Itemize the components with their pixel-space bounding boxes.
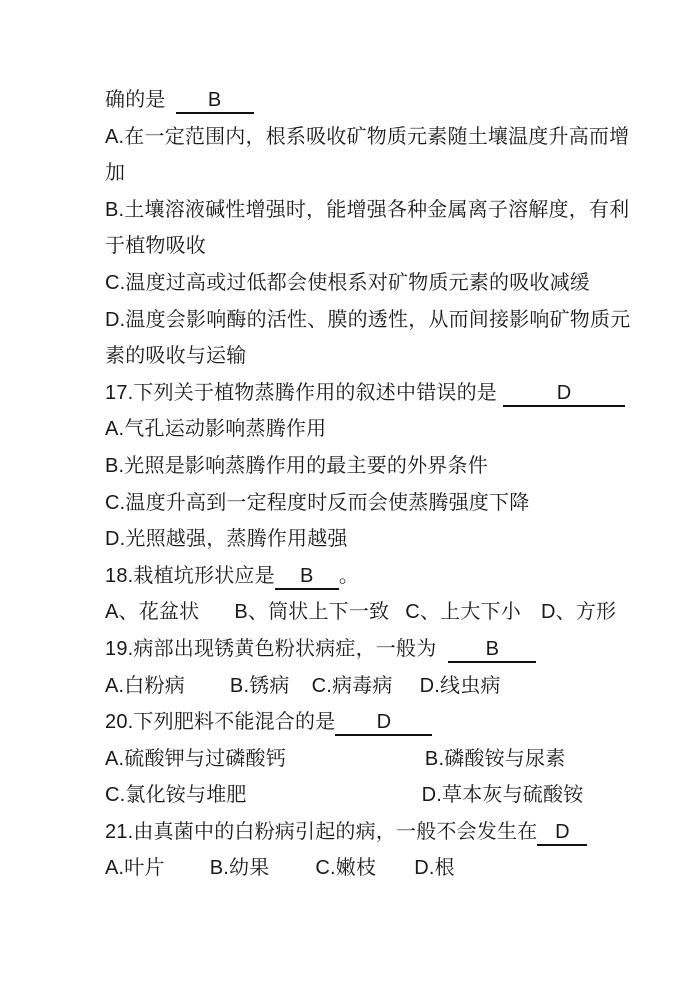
document-line [105,850,612,887]
document-line [105,777,612,814]
spacer [389,617,405,618]
line-text: 加 [105,162,126,185]
line-text: D.光照越强，蒸腾作用越强 [105,528,348,551]
document-line [105,814,612,851]
line-text: B.光照是影响蒸腾作用的最主要的外界条件 [105,454,488,477]
line-text: A.叶片 [105,857,165,880]
line-text: C.氯化铵与堆肥 [105,784,247,807]
document-line [105,411,612,448]
spacer [286,764,425,765]
document-line [105,594,617,631]
document-line [105,265,612,302]
line-text: 确的是 [105,89,166,111]
line-text: B.幼果 [209,857,270,880]
line-text: 20.下列肥料不能混合的是 [105,711,336,734]
answer-blank: B [275,564,339,590]
line-text: 。 [338,564,360,587]
document-line [105,485,612,522]
line-text: A.硫酸钾与过磷酸钙 [105,747,286,770]
line-text: D.根 [414,857,455,880]
document-line [105,448,612,485]
spacer [166,105,176,106]
line-text: B、筒状上下一致 [234,601,390,624]
answer-blank: B [176,88,254,114]
line-text: B.土壤溶液碱性增强时，能增强各种金属离子溶解度，有利 [105,198,630,221]
line-text: C、上大下小 [405,601,521,624]
spacer [436,654,448,655]
document-line [105,521,612,558]
spacer [185,691,230,692]
line-text: A.白粉病 [105,674,185,697]
line-text: C.温度过高或过低都会使根系对矿物质元素的吸收减缓 [105,271,590,294]
document-line [105,119,630,156]
document-line [105,302,631,339]
document-line [105,668,612,705]
line-text: C.温度升高到一定程度时反而会使蒸腾强度下降 [105,491,530,514]
line-text: D.草本灰与硫酸铵 [421,784,584,807]
line-text: 18.栽植坑形状应是 [105,564,275,587]
document-line [105,741,612,778]
document-line [105,704,612,741]
line-text: 21.由真菌中的白粉病引起的病，一般不会发生在 [105,820,538,843]
document-line [105,82,612,119]
answer-blank: D [537,820,587,846]
document-line [105,192,630,229]
spacer [521,617,541,618]
line-text: C.病毒病 [311,674,393,697]
line-text: B.磷酸铵与尿素 [424,747,566,770]
line-text: 素的吸收与运输 [105,345,247,368]
line-text: D、方形 [540,601,617,624]
document-line [105,631,612,668]
answer-blank: D [503,381,625,407]
spacer [290,691,312,692]
spacer [269,873,315,874]
line-text: D.线虫病 [419,674,501,697]
line-text: 19.病部出现锈黄色粉状病症，一般为 [105,637,437,660]
line-text: B.锈病 [229,674,290,697]
line-text: A.在一定范围内，根系吸收矿物质元素随土壤温度升高而增 [105,125,630,148]
line-text: 于植物吸收 [105,235,206,258]
spacer [376,873,414,874]
line-text: D.温度会影响酶的活性、膜的透性，从而间接影响矿物质元 [105,308,631,331]
document-line [105,155,612,192]
answer-blank: D [335,710,432,736]
document-line [105,338,612,375]
spacer [247,800,422,801]
line-text: A.气孔运动影响蒸腾作用 [105,418,327,441]
line-text: C.嫩枝 [315,857,377,880]
document-line [105,558,612,595]
spacer [165,873,210,874]
spacer [393,691,420,692]
line-text: 17.下列关于植物蒸腾作用的叙述中错误的是 [105,381,498,404]
document-line [105,375,612,412]
line-text: A、花盆状 [105,601,200,624]
answer-blank: B [448,637,536,663]
spacer [199,617,234,618]
document-line [105,228,612,265]
